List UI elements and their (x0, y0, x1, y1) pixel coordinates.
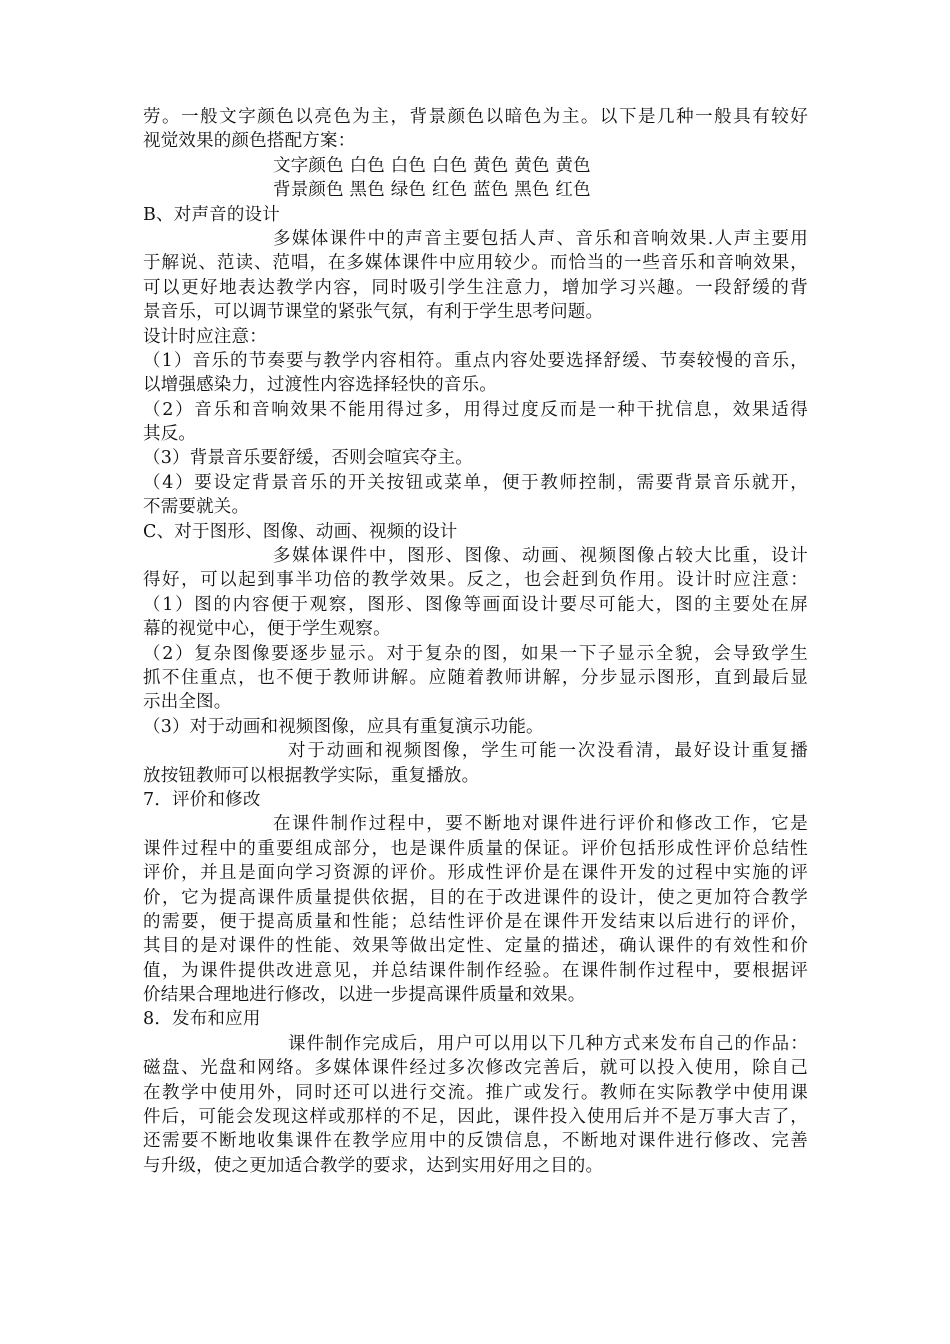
text-line: 的需要，便于提高质量和性能；总结性评价是在课件开发结束以后进行的评价， (143, 911, 808, 932)
section-heading: 8．发布和应用 (143, 1009, 261, 1030)
list-item: （3）背景音乐要舒缓，否则会喧宾夺主。 (143, 448, 473, 469)
text-line: 价，它为提高课件质量提供依据，目的在于改进课件的设计，使之更加符合教学 (143, 887, 808, 908)
section-heading: C、对于图形、图像、动画、视频的设计 (143, 521, 458, 542)
text-line: 对于动画和视频图像，学生可能一次没看清，最好设计重复播 (288, 741, 808, 762)
list-item: （1）图的内容便于观察，图形、图像等画面设计要尽可能大，图的主要处在屏 (143, 594, 808, 615)
text-line: 价结果合理地进行修改，以进一步提高课件质量和效果。 (143, 985, 586, 1006)
text-line: 可以更好地表达教学内容，同时吸引学生注意力，增加学习兴趣。一段舒缓的背 (143, 277, 808, 298)
text-line: 多媒体课件中，图形、图像、动画、视频图像占较大比重，设计 (273, 546, 808, 567)
text-line: 件后，可能会发现这样或那样的不足，因此，课件投入使用后并不是万事大吉了， (143, 1107, 808, 1128)
list-item: （4）要设定背景音乐的开关按钮或菜单，便于教师控制，需要背景音乐就开， (143, 472, 808, 493)
text-line: 值，为课件提供改进意见，并总结课件制作经验。在课件制作过程中，要根据评 (143, 960, 808, 981)
section-heading: 7．评价和修改 (143, 789, 261, 810)
text-line: 课件制作完成后，用户可以用以下几种方式来发布自己的作品： (288, 1033, 808, 1054)
text-line: 在教学中使用外，同时还可以进行交流。推广或发行。教师在实际教学中使用课 (143, 1082, 808, 1103)
list-item: （2）复杂图像要逐步显示。对于复杂的图，如果一下子显示全貌，会导致学生 (143, 643, 808, 664)
text-line: 劳。一般文字颜色以亮色为主，背景颜色以暗色为主。以下是几种一般具有较好 (143, 107, 808, 127)
text-line: 设计时应注意： (143, 326, 267, 347)
body-text (143, 105, 808, 1178)
color-table-row-background: 背景颜色 黑色 绿色 红色 蓝色 黑色 红色 (273, 180, 591, 201)
text-line: 在课件制作过程中，要不断地对课件进行评价和修改工作，它是 (273, 814, 808, 835)
text-line: 其目的是对课件的性能、效果等做出定性、定量的描述，确认课件的有效性和价 (143, 936, 808, 957)
text-line: 评价，并且是面向学习资源的评价。形成性评价是在课件开发的过程中实施的评 (143, 863, 808, 884)
text-line: 其反。 (143, 424, 197, 445)
text-line: 与升级，使之更加适合教学的要求，达到实用好用之目的。 (143, 1155, 604, 1176)
text-line: 放按钮教师可以根据教学实际，重复播放。 (143, 765, 480, 786)
text-line: 不需要就关。 (143, 497, 250, 518)
text-line: 于解说、范读、范唱，在多媒体课件中应用较少。而恰当的一些音乐和音响效果， (143, 253, 808, 274)
text-line: 幕的视觉中心，便于学生观察。 (143, 619, 391, 640)
text-line: 景音乐，可以调节课堂的紧张气氛，有利于学生思考问题。 (143, 302, 604, 323)
text-line: 课件过程中的重要组成部分，也是课件质量的保证。评价包括形成性评价总结性 (143, 838, 808, 859)
list-item: （1）音乐的节奏要与教学内容相符。重点内容处要选择舒缓、节奏较慢的音乐， (143, 350, 808, 371)
text-line: 以增强感染力，过渡性内容选择轻快的音乐。 (143, 375, 497, 396)
text-line: 抓不住重点，也不便于教师讲解。应随着教师讲解，分步显示图形，直到最后显 (143, 667, 808, 688)
text-line: 还需要不断地收集课件在教学应用中的反馈信息，不断地对课件进行修改、完善 (143, 1131, 808, 1152)
list-item: （3）对于动画和视频图像，应具有重复演示功能。 (143, 716, 544, 737)
text-line: 示出全图。 (143, 692, 232, 713)
section-heading: B、对声音的设计 (143, 204, 280, 225)
list-item: （2）音乐和音响效果不能用得过多，用得过度反而是一种干扰信息，效果适得 (143, 399, 808, 420)
text-line: 多媒体课件中的声音主要包括人声、音乐和音响效果.人声主要用 (273, 228, 808, 249)
text-line: 磁盘、光盘和网络。多媒体课件经过多次修改完善后，就可以投入使用，除自己 (143, 1058, 808, 1079)
color-table-row-text: 文字颜色 白色 白色 白色 黄色 黄色 黄色 (273, 155, 591, 176)
text-line: 视觉效果的颜色搭配方案： (143, 131, 356, 152)
text-line: 得好，可以起到事半功倍的教学效果。反之，也会赶到负作用。设计时应注意： (143, 570, 808, 591)
